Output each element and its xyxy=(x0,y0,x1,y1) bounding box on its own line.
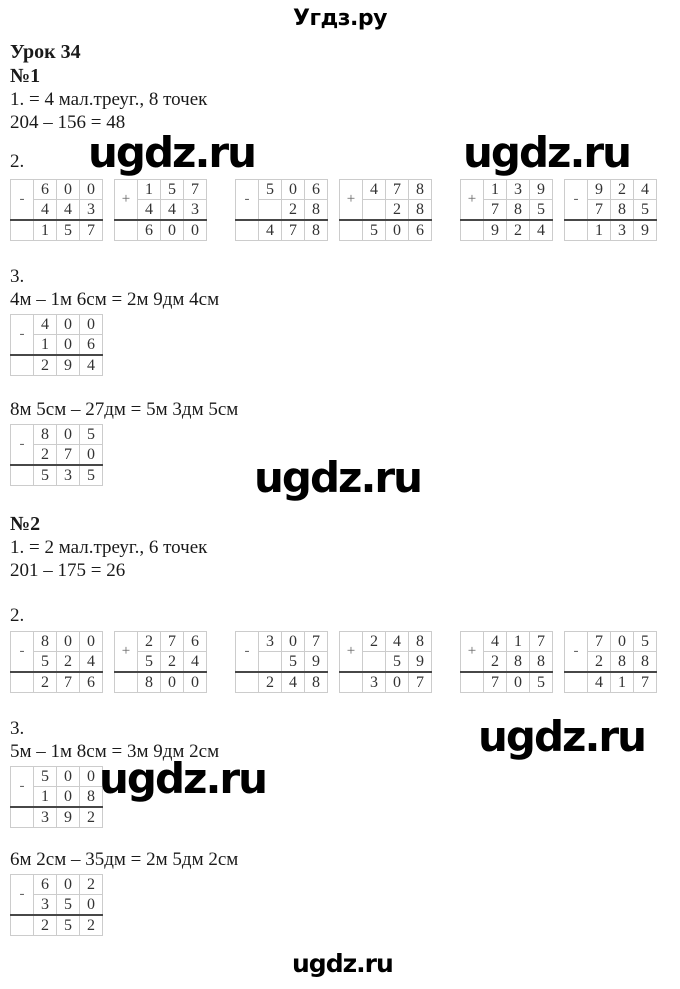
digit-cell: 5 xyxy=(634,200,657,221)
grid-row-top xyxy=(340,180,432,200)
digit-cell: 0 xyxy=(80,632,103,652)
digit-cell: 7 xyxy=(634,672,657,693)
digit-cell: 7 xyxy=(530,632,553,652)
digit-cell: 3 xyxy=(80,200,103,221)
digit-cell: 5 xyxy=(80,465,103,486)
column-grid xyxy=(339,631,432,693)
digit-cell: 6 xyxy=(305,180,328,200)
digit-cell: 2 xyxy=(161,652,184,673)
digit-cell: 5 xyxy=(34,652,57,673)
digit-cell: 2 xyxy=(57,652,80,673)
digit-cell xyxy=(363,200,386,221)
problem1-task2-label: 2. xyxy=(10,151,25,172)
digit-cell: 5 xyxy=(161,180,184,200)
operation-sign: + xyxy=(340,180,363,221)
site-header: Угдз.ру xyxy=(293,6,387,31)
grid-row-result xyxy=(461,220,553,241)
digit-cell: 8 xyxy=(507,652,530,673)
digit-cell: 6 xyxy=(80,335,103,356)
digit-cell: 8 xyxy=(34,632,57,652)
digit-cell: 9 xyxy=(409,652,432,673)
digit-cell: 0 xyxy=(80,895,103,916)
operation-sign: - xyxy=(11,767,34,808)
grid-row-result xyxy=(11,915,103,936)
grid-row-result xyxy=(11,807,103,828)
digit-cell: 5 xyxy=(530,200,553,221)
watermark-text: ugdz.ru xyxy=(254,453,422,502)
digit-cell: 0 xyxy=(57,632,80,652)
digit-cell: 7 xyxy=(57,445,80,466)
digit-cell: 4 xyxy=(80,355,103,376)
operation-sign: - xyxy=(236,632,259,673)
digit-cell: 8 xyxy=(530,652,553,673)
digit-cell: 8 xyxy=(611,652,634,673)
problem2-task3-equation-2: 6м 2см – 35дм = 2м 5дм 2см xyxy=(10,849,239,870)
digit-cell: 4 xyxy=(184,652,207,673)
digit-cell: 3 xyxy=(34,807,57,828)
digit-cell: 0 xyxy=(57,425,80,445)
digit-cell: 8 xyxy=(80,787,103,808)
digit-cell: 3 xyxy=(507,180,530,200)
digit-cell: 4 xyxy=(161,200,184,221)
digit-cell: 8 xyxy=(409,180,432,200)
column-grid xyxy=(10,631,103,693)
digit-cell: 1 xyxy=(484,180,507,200)
sign-cell-empty xyxy=(340,220,363,241)
problem1-task3-equation-1: 4м – 1м 6см = 2м 9дм 4см xyxy=(10,289,220,310)
problem2-task1-equation: 201 – 175 = 26 xyxy=(10,560,126,581)
digit-cell: 9 xyxy=(530,180,553,200)
digit-cell: 7 xyxy=(484,200,507,221)
digit-cell: 5 xyxy=(634,632,657,652)
problem2-task1-answer: 1. = 2 мал.треуг., 6 точек xyxy=(10,537,208,558)
grid-row-result xyxy=(11,220,103,241)
digit-cell: 8 xyxy=(34,425,57,445)
digit-cell: 0 xyxy=(386,220,409,241)
digit-cell: 5 xyxy=(57,895,80,916)
digit-cell: 8 xyxy=(409,632,432,652)
operation-sign: - xyxy=(11,425,34,466)
digit-cell: 4 xyxy=(484,632,507,652)
grid-row-result xyxy=(11,672,103,693)
digit-cell: 5 xyxy=(138,652,161,673)
sign-cell-empty xyxy=(565,672,588,693)
digit-cell: 6 xyxy=(80,672,103,693)
grid-row-top xyxy=(115,180,207,200)
problem1-task3-label: 3. xyxy=(10,266,25,287)
grid-row-top xyxy=(11,180,103,200)
digit-cell: 2 xyxy=(34,915,57,936)
digit-cell: 7 xyxy=(484,672,507,693)
sign-cell-empty xyxy=(236,220,259,241)
digit-cell: 0 xyxy=(80,180,103,200)
column-grid xyxy=(10,766,103,828)
column-grid xyxy=(10,424,103,486)
digit-cell: 5 xyxy=(259,180,282,200)
digit-cell: 5 xyxy=(80,425,103,445)
grid-row-result xyxy=(340,672,432,693)
digit-cell: 1 xyxy=(34,220,57,241)
digit-cell: 9 xyxy=(57,807,80,828)
problem2-task2-label: 2. xyxy=(10,605,25,626)
digit-cell: 4 xyxy=(138,200,161,221)
sign-cell-empty xyxy=(11,220,34,241)
problem1-title: №1 xyxy=(10,65,41,87)
digit-cell: 2 xyxy=(34,445,57,466)
digit-cell: 3 xyxy=(363,672,386,693)
digit-cell: 7 xyxy=(305,632,328,652)
digit-cell: 9 xyxy=(634,220,657,241)
problem2-task3-label: 3. xyxy=(10,718,25,739)
digit-cell: 7 xyxy=(588,200,611,221)
operation-sign: + xyxy=(461,632,484,673)
digit-cell: 2 xyxy=(34,355,57,376)
digit-cell: 2 xyxy=(259,672,282,693)
digit-cell: 0 xyxy=(611,632,634,652)
digit-cell: 7 xyxy=(386,180,409,200)
digit-cell: 0 xyxy=(184,672,207,693)
digit-cell: 4 xyxy=(259,220,282,241)
grid-row-top xyxy=(565,180,657,200)
column-grid xyxy=(114,631,207,693)
grid-row-result xyxy=(565,220,657,241)
digit-cell: 5 xyxy=(363,220,386,241)
column-grid xyxy=(10,874,103,936)
operation-sign: - xyxy=(11,180,34,221)
digit-cell: 9 xyxy=(305,652,328,673)
digit-cell: 5 xyxy=(34,465,57,486)
digit-cell: 6 xyxy=(34,180,57,200)
column-grid xyxy=(564,631,657,693)
digit-cell: 2 xyxy=(588,652,611,673)
digit-cell: 0 xyxy=(80,445,103,466)
grid-row-result xyxy=(565,672,657,693)
digit-cell: 4 xyxy=(363,180,386,200)
digit-cell: 8 xyxy=(409,200,432,221)
digit-cell: 0 xyxy=(57,875,80,895)
grid-row-top xyxy=(11,632,103,652)
digit-cell: 7 xyxy=(588,632,611,652)
sign-cell-empty xyxy=(236,672,259,693)
column-grid xyxy=(114,179,207,241)
sign-cell-empty xyxy=(11,355,34,376)
sign-cell-empty xyxy=(115,220,138,241)
digit-cell: 6 xyxy=(184,632,207,652)
digit-cell xyxy=(259,652,282,673)
digit-cell: 6 xyxy=(409,220,432,241)
digit-cell: 7 xyxy=(282,220,305,241)
grid-row-top xyxy=(11,875,103,895)
digit-cell: 9 xyxy=(57,355,80,376)
digit-cell: 7 xyxy=(161,632,184,652)
operation-sign: - xyxy=(565,180,588,221)
digit-cell xyxy=(363,652,386,673)
digit-cell: 8 xyxy=(138,672,161,693)
digit-cell: 2 xyxy=(80,807,103,828)
grid-row-top xyxy=(115,632,207,652)
grid-row-top xyxy=(340,632,432,652)
operation-sign: + xyxy=(461,180,484,221)
grid-row-result xyxy=(11,355,103,376)
digit-cell: 4 xyxy=(34,200,57,221)
digit-cell: 0 xyxy=(80,767,103,787)
digit-cell: 0 xyxy=(57,767,80,787)
problem1-task1-answer: 1. = 4 мал.треуг., 8 точек xyxy=(10,89,208,110)
operation-sign: - xyxy=(11,875,34,916)
digit-cell: 8 xyxy=(634,652,657,673)
digit-cell: 6 xyxy=(34,875,57,895)
digit-cell: 2 xyxy=(507,220,530,241)
digit-cell: 5 xyxy=(57,220,80,241)
digit-cell: 5 xyxy=(530,672,553,693)
grid-row-result xyxy=(461,672,553,693)
lesson-title: Урок 34 xyxy=(10,41,81,63)
grid-row-result xyxy=(236,220,328,241)
digit-cell: 6 xyxy=(138,220,161,241)
grid-row-top xyxy=(11,315,103,335)
digit-cell: 5 xyxy=(34,767,57,787)
digit-cell: 1 xyxy=(34,335,57,356)
sign-cell-empty xyxy=(461,672,484,693)
digit-cell: 0 xyxy=(80,315,103,335)
grid-row-top xyxy=(236,632,328,652)
operation-sign: - xyxy=(565,632,588,673)
digit-cell: 8 xyxy=(305,220,328,241)
sign-cell-empty xyxy=(115,672,138,693)
digit-cell: 9 xyxy=(588,180,611,200)
grid-row-result xyxy=(236,672,328,693)
digit-cell: 1 xyxy=(507,632,530,652)
operation-sign: - xyxy=(236,180,259,221)
digit-cell: 4 xyxy=(634,180,657,200)
digit-cell: 3 xyxy=(611,220,634,241)
digit-cell: 0 xyxy=(184,220,207,241)
sign-cell-empty xyxy=(565,220,588,241)
digit-cell: 8 xyxy=(305,672,328,693)
problem2-task2-grid-row xyxy=(10,631,680,693)
digit-cell: 5 xyxy=(57,915,80,936)
digit-cell: 2 xyxy=(611,180,634,200)
digit-cell: 1 xyxy=(588,220,611,241)
operation-sign: - xyxy=(11,632,34,673)
digit-cell: 0 xyxy=(57,180,80,200)
digit-cell: 2 xyxy=(363,632,386,652)
digit-cell: 7 xyxy=(80,220,103,241)
operation-sign: + xyxy=(115,180,138,221)
grid-row-result xyxy=(115,672,207,693)
digit-cell: 4 xyxy=(386,632,409,652)
footer-watermark: ugdz.ru xyxy=(292,949,393,978)
sign-cell-empty xyxy=(11,915,34,936)
digit-cell: 0 xyxy=(161,672,184,693)
grid-row-result xyxy=(11,465,103,486)
watermark-text: ugdz.ru xyxy=(463,128,631,177)
digit-cell: 2 xyxy=(80,875,103,895)
digit-cell: 1 xyxy=(611,672,634,693)
grid-row-top xyxy=(461,180,553,200)
column-grid xyxy=(564,179,657,241)
digit-cell: 1 xyxy=(138,180,161,200)
grid-row-top xyxy=(461,632,553,652)
digit-cell: 5 xyxy=(282,652,305,673)
digit-cell: 0 xyxy=(282,632,305,652)
digit-cell: 4 xyxy=(80,652,103,673)
digit-cell: 7 xyxy=(57,672,80,693)
operation-sign: - xyxy=(11,315,34,356)
digit-cell: 3 xyxy=(184,200,207,221)
digit-cell: 8 xyxy=(507,200,530,221)
digit-cell: 1 xyxy=(34,787,57,808)
column-grid xyxy=(10,314,103,376)
digit-cell: 4 xyxy=(530,220,553,241)
digit-cell: 2 xyxy=(138,632,161,652)
watermark-text: ugdz.ru xyxy=(478,712,646,761)
sign-cell-empty xyxy=(461,220,484,241)
digit-cell: 2 xyxy=(484,652,507,673)
digit-cell: 0 xyxy=(386,672,409,693)
problem2-task3-equation-1: 5м – 1м 8см = 3м 9дм 2см xyxy=(10,741,220,762)
operation-sign: + xyxy=(340,632,363,673)
digit-cell: 5 xyxy=(386,652,409,673)
digit-cell: 2 xyxy=(386,200,409,221)
digit-cell: 4 xyxy=(57,200,80,221)
digit-cell: 0 xyxy=(507,672,530,693)
digit-cell: 2 xyxy=(282,200,305,221)
digit-cell: 0 xyxy=(57,335,80,356)
digit-cell: 0 xyxy=(57,315,80,335)
digit-cell: 7 xyxy=(184,180,207,200)
digit-cell: 7 xyxy=(409,672,432,693)
problem1-task1-equation: 204 – 156 = 48 xyxy=(10,112,126,133)
digit-cell: 8 xyxy=(611,200,634,221)
grid-row-top xyxy=(236,180,328,200)
digit-cell: 0 xyxy=(161,220,184,241)
column-grid xyxy=(460,631,553,693)
digit-cell: 2 xyxy=(80,915,103,936)
problem2-title: №2 xyxy=(10,513,41,535)
watermark-text: ugdz.ru xyxy=(99,754,267,803)
sign-cell-empty xyxy=(11,672,34,693)
digit-cell: 4 xyxy=(34,315,57,335)
operation-sign: + xyxy=(115,632,138,673)
grid-row-top xyxy=(11,425,103,445)
sign-cell-empty xyxy=(11,465,34,486)
digit-cell: 3 xyxy=(57,465,80,486)
digit-cell: 3 xyxy=(259,632,282,652)
digit-cell: 4 xyxy=(282,672,305,693)
column-grid xyxy=(339,179,432,241)
column-grid xyxy=(460,179,553,241)
problem1-task2-grid-row xyxy=(10,179,680,241)
grid-row-result xyxy=(115,220,207,241)
problem1-task3-equation-2: 8м 5см – 27дм = 5м 3дм 5см xyxy=(10,399,239,420)
digit-cell xyxy=(259,200,282,221)
grid-row-top xyxy=(11,767,103,787)
digit-cell: 2 xyxy=(34,672,57,693)
digit-cell: 4 xyxy=(588,672,611,693)
column-grid xyxy=(235,179,328,241)
sign-cell-empty xyxy=(340,672,363,693)
sign-cell-empty xyxy=(11,807,34,828)
digit-cell: 8 xyxy=(305,200,328,221)
column-grid xyxy=(10,179,103,241)
digit-cell: 0 xyxy=(57,787,80,808)
digit-cell: 9 xyxy=(484,220,507,241)
column-grid xyxy=(235,631,328,693)
grid-row-result xyxy=(340,220,432,241)
grid-row-top xyxy=(565,632,657,652)
digit-cell: 3 xyxy=(34,895,57,916)
digit-cell: 0 xyxy=(282,180,305,200)
watermark-text: ugdz.ru xyxy=(88,128,256,177)
